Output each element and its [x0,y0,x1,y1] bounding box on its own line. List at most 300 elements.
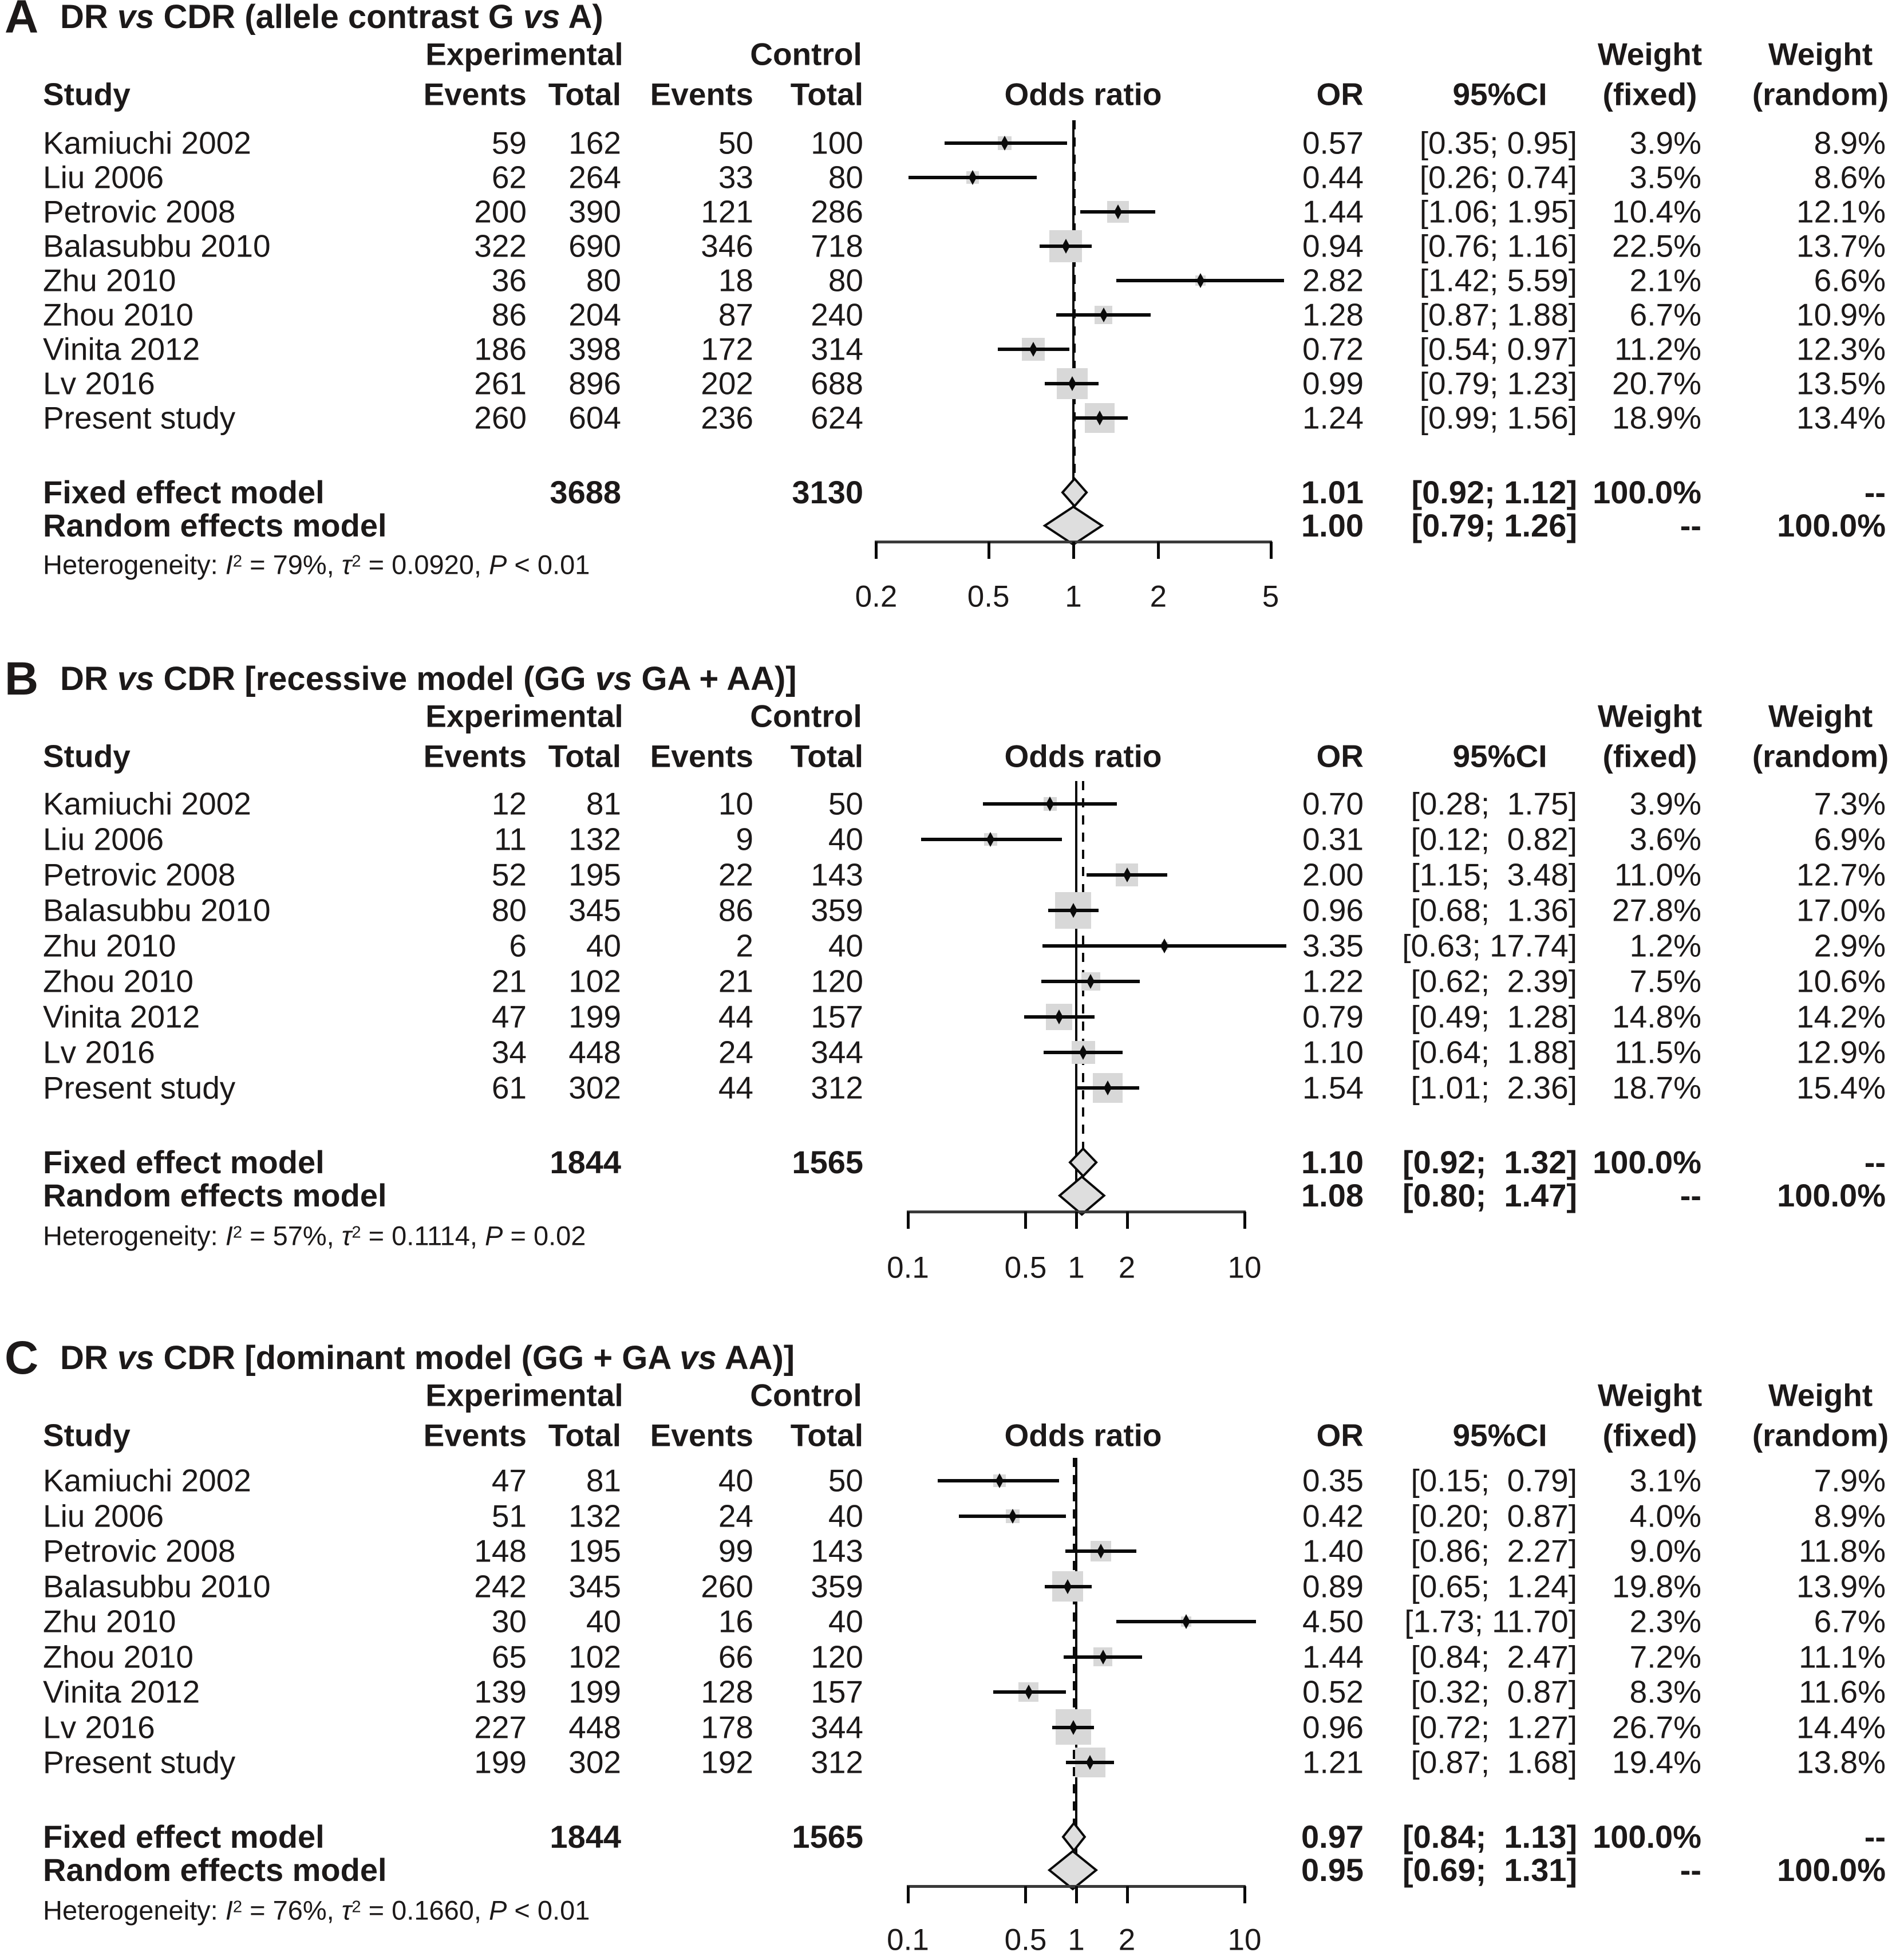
ci-value: [1.15; 3.48] [1411,857,1577,893]
study-name: Zhou 2010 [43,297,193,333]
ctrl-events-value: 22 [718,857,753,893]
study-name: Lv 2016 [43,1709,155,1745]
or-point-marker [1060,1576,1075,1598]
weight-random-value: 6.9% [1814,821,1886,857]
heterogeneity-note [43,1222,586,1249]
exp-total-value: 604 [568,400,621,436]
weight-random-value: 12.1% [1796,194,1886,230]
heterogeneity-note-part: = 0.1114, [361,1220,485,1251]
fixed-model-weight-fixed: 100.0% [1593,1819,1701,1855]
weight-fixed-value: 14.8% [1612,999,1701,1035]
ctrl-total-value: 344 [811,1709,863,1745]
weight-random-value: 6.6% [1814,262,1886,298]
or-value: 0.57 [1302,125,1364,161]
study-name: Liu 2006 [43,1498,164,1533]
weight-fixed-value: 20.7% [1612,365,1701,401]
or-point-marker [1021,1681,1036,1703]
weight-random-value: 13.5% [1796,365,1886,401]
or-point-marker [1005,1505,1020,1527]
col-header-weight-fixed: (fixed) [1602,738,1697,774]
ctrl-total-value: 157 [811,1674,863,1710]
col-header-ci: 95%CI [1452,76,1547,112]
ctrl-total-value: 624 [811,400,863,436]
ctrl-events-value: 86 [718,892,753,928]
panel-title-part: DR [60,660,117,697]
or-point-marker [997,132,1012,154]
col-header-ci: 95%CI [1452,738,1547,774]
or-point-marker [1066,1717,1081,1738]
exp-total-value: 345 [568,892,621,928]
ctrl-events-value: 50 [718,125,753,161]
axis-tick-label: 0.5 [1004,1251,1047,1285]
ctrl-total-value: 50 [828,786,863,822]
random-model-ci: [0.79; 1.26] [1411,507,1577,543]
panel-title-part: vs [595,660,633,697]
panel-letter: A [5,0,39,43]
axis-tick-label: 0.5 [1004,1923,1047,1957]
ctrl-total-value: 80 [828,262,863,298]
exp-total-value: 302 [568,1744,621,1780]
weight-fixed-value: 10.4% [1612,194,1701,230]
panel-title-part: vs [680,1339,717,1377]
or-value: 1.22 [1302,963,1364,999]
col-header-weight-random-top: Weight [1768,698,1873,734]
ctrl-total-value: 286 [811,194,863,230]
weight-random-value: 10.6% [1796,963,1886,999]
heterogeneity-note-part: = 76%, [242,1895,342,1926]
or-value: 3.35 [1302,928,1364,964]
weight-random-value: 13.9% [1796,1568,1886,1604]
axis-tick [1243,1886,1246,1903]
random-model-label: Random effects model [43,507,387,543]
col-header-experimental: Experimental [425,36,623,72]
ci-value: [0.72; 1.27] [1411,1709,1577,1745]
heterogeneity-note-part: P [489,1895,507,1926]
ctrl-events-value: 16 [718,1603,753,1639]
weight-random-value: 17.0% [1796,892,1886,928]
axis-tick [1072,542,1075,559]
heterogeneity-note-part: Heterogeneity: [43,549,226,580]
exp-total-value: 690 [568,228,621,264]
study-name: Zhou 2010 [43,1639,193,1674]
random-model-weight-fixed: -- [1680,1852,1701,1888]
weight-random-value: 10.9% [1796,297,1886,333]
exp-total-value: 81 [586,786,621,822]
ctrl-total-value: 40 [828,1498,863,1533]
ci-value: [0.79; 1.23] [1419,365,1577,401]
exp-total-value: 195 [568,857,621,893]
exp-total-value: 199 [568,999,621,1035]
heterogeneity-note-part: 2 [351,552,361,571]
axis-tick [1157,542,1160,559]
exp-events-value: 199 [474,1744,527,1780]
col-header-ctrl-total: Total [790,738,863,774]
study-name: Vinita 2012 [43,999,200,1035]
weight-fixed-value: 8.3% [1629,1674,1701,1710]
heterogeneity-note [43,1897,590,1924]
or-point-marker [1058,235,1073,257]
exp-events-value: 36 [491,262,527,298]
weight-fixed-value: 11.2% [1614,331,1701,367]
ctrl-total-value: 240 [811,297,863,333]
ctrl-events-value: 202 [701,365,753,401]
ctrl-total-value: 40 [828,928,863,964]
study-name: Vinita 2012 [43,1674,200,1710]
ctrl-events-value: 66 [718,1639,753,1674]
axis-tick [907,1886,910,1903]
panel-title-part: AA)] [716,1339,795,1377]
or-point-marker [1111,201,1125,223]
or-value: 0.70 [1302,786,1364,822]
exp-total-value: 102 [568,1639,621,1674]
ctrl-total-value: 359 [811,892,863,928]
exp-events-value: 227 [474,1709,527,1745]
weight-fixed-value: 3.5% [1629,159,1701,195]
ctrl-total-value: 80 [828,159,863,195]
exp-events-value: 65 [491,1639,527,1674]
weight-fixed-value: 3.1% [1629,1462,1701,1498]
exp-total-value: 132 [568,1498,621,1533]
study-name: Petrovic 2008 [43,194,236,230]
study-name: Lv 2016 [43,1034,155,1070]
heterogeneity-note-part: I [225,1220,233,1251]
or-point-marker [1026,338,1041,360]
fixed-model-weight-random: -- [1864,474,1886,510]
weight-random-value: 12.9% [1796,1034,1886,1070]
ctrl-events-value: 44 [718,1070,753,1106]
or-value: 0.96 [1302,892,1364,928]
ci-value: [0.63; 17.74] [1402,928,1577,964]
or-value: 4.50 [1302,1603,1364,1639]
col-header-weight-random: (random) [1752,1417,1889,1453]
panel-title [60,662,797,696]
study-name: Kamiuchi 2002 [43,125,251,161]
or-value: 0.52 [1302,1674,1364,1710]
col-header-exp-total: Total [548,76,621,112]
exp-total-value: 398 [568,331,621,367]
axis-tick [1126,1212,1129,1229]
study-name: Kamiuchi 2002 [43,1462,251,1498]
col-header-ci: 95%CI [1452,1417,1547,1453]
weight-fixed-value: 27.8% [1612,892,1701,928]
panel-title [60,1339,795,1377]
study-name: Balasubbu 2010 [43,228,271,264]
fixed-model-ctrl-total: 1565 [792,1144,863,1180]
weight-fixed-value: 11.5% [1614,1034,1701,1070]
ctrl-events-value: 9 [736,821,753,857]
ci-value: [0.28; 1.75] [1411,786,1577,822]
exp-events-value: 86 [491,297,527,333]
exp-events-value: 186 [474,331,527,367]
axis-tick-label: 0.1 [887,1251,929,1285]
panel-title [60,1,603,34]
exp-total-value: 345 [568,1568,621,1604]
or-value: 2.00 [1302,857,1364,893]
ctrl-total-value: 718 [811,228,863,264]
or-value: 0.44 [1302,159,1364,195]
axis-tick-label: 2 [1118,1923,1136,1957]
exp-events-value: 148 [474,1533,527,1569]
ctrl-total-value: 359 [811,1568,863,1604]
ctrl-events-value: 18 [718,262,753,298]
heterogeneity-note-part: 2 [351,1223,361,1242]
exp-events-value: 47 [491,1462,527,1498]
col-header-exp-events: Events [423,738,527,774]
fixed-model-label: Fixed effect model [43,1819,325,1855]
weight-fixed-value: 7.2% [1629,1639,1701,1674]
exp-total-value: 896 [568,365,621,401]
axis-tick-label: 2 [1150,579,1167,614]
weight-fixed-value: 3.6% [1629,821,1701,857]
axis-tick [1075,1886,1078,1903]
col-header-weight-fixed: (fixed) [1602,76,1697,112]
heterogeneity-note-part: = 0.02 [503,1220,586,1251]
or-value: 1.21 [1302,1744,1364,1780]
ctrl-events-value: 178 [701,1709,753,1745]
study-name: Lv 2016 [43,365,155,401]
axis-tick-label: 10 [1227,1923,1262,1957]
exp-events-value: 200 [474,194,527,230]
exp-events-value: 47 [491,999,527,1035]
heterogeneity-note-part: τ [341,549,352,580]
heterogeneity-note-part: I [225,1895,233,1926]
or-point-marker [1179,1611,1194,1632]
or-point-marker [1083,971,1098,992]
panel-title-part: A) [560,0,603,36]
col-header-ctrl-total: Total [790,1417,863,1453]
exp-total-value: 195 [568,1533,621,1569]
ctrl-total-value: 143 [811,1533,863,1569]
exp-total-value: 81 [586,1462,621,1498]
weight-random-value: 12.7% [1796,857,1886,893]
exp-total-value: 390 [568,194,621,230]
random-model-weight-fixed: -- [1680,1177,1701,1213]
ci-value: [0.15; 0.79] [1411,1462,1577,1498]
fixed-model-weight-random: -- [1864,1144,1886,1180]
exp-total-value: 199 [568,1674,621,1710]
ci-value: [0.62; 2.39] [1411,963,1577,999]
or-value: 1.28 [1302,297,1364,333]
weight-fixed-value: 7.5% [1629,963,1701,999]
study-name: Petrovic 2008 [43,1533,236,1569]
heterogeneity-note [43,551,590,578]
weight-random-value: 13.7% [1796,228,1886,264]
heterogeneity-note-part: = 79%, [242,549,342,580]
heterogeneity-note-part: τ [341,1220,352,1251]
axis-tick [1243,1212,1246,1229]
heterogeneity-note-part: Heterogeneity: [43,1220,226,1251]
or-point-marker [1083,1752,1097,1773]
exp-events-value: 80 [491,892,527,928]
study-name: Balasubbu 2010 [43,1568,271,1604]
study-name: Petrovic 2008 [43,857,236,893]
weight-fixed-value: 2.1% [1629,262,1701,298]
heterogeneity-note-part: < 0.01 [507,549,590,580]
exp-events-value: 6 [509,928,527,964]
ci-value: [0.64; 1.88] [1411,1034,1577,1070]
study-name: Liu 2006 [43,821,164,857]
random-model-or: 1.08 [1301,1177,1364,1213]
or-value: 1.40 [1302,1533,1364,1569]
ci-value: [1.01; 2.36] [1411,1070,1577,1106]
col-header-study: Study [43,1417,131,1453]
exp-events-value: 260 [474,400,527,436]
exp-events-value: 52 [491,857,527,893]
random-model-label: Random effects model [43,1852,387,1888]
col-header-weight-fixed-top: Weight [1597,36,1703,72]
col-header-odds-ratio: Odds ratio [1004,738,1162,774]
weight-random-value: 8.6% [1814,159,1886,195]
axis-tick-label: 5 [1262,579,1279,614]
ci-value: [0.32; 0.87] [1411,1674,1577,1710]
fixed-model-or: 1.01 [1301,474,1364,510]
col-header-ctrl-total: Total [790,76,863,112]
weight-fixed-value: 11.0% [1614,857,1701,893]
or-point-marker [965,167,980,188]
heterogeneity-note-part: 2 [232,552,243,571]
exp-total-value: 102 [568,963,621,999]
random-model-ci: [0.69; 1.31] [1402,1852,1577,1888]
weight-fixed-value: 2.3% [1629,1603,1701,1639]
or-point-marker [1120,864,1135,886]
panel-title-part: CDR [dominant model (GG + GA [154,1339,680,1377]
col-header-weight-fixed-top: Weight [1597,1377,1703,1413]
col-header-control: Control [750,36,862,72]
or-point-marker [1193,270,1208,291]
or-point-marker [1066,900,1081,921]
weight-random-value: 6.7% [1814,1603,1886,1639]
axis-tick [1270,542,1273,559]
axis-tick-label: 1 [1065,579,1082,614]
exp-events-value: 139 [474,1674,527,1710]
or-value: 1.44 [1302,1639,1364,1674]
col-header-odds-ratio: Odds ratio [1004,1417,1162,1453]
ctrl-events-value: 121 [701,194,753,230]
ctrl-events-value: 40 [718,1462,753,1498]
fixed-model-weight-fixed: 100.0% [1593,474,1701,510]
axis-tick [1075,1212,1078,1229]
or-value: 1.44 [1302,194,1364,230]
exp-events-value: 21 [491,963,527,999]
or-point-marker [1092,407,1107,429]
col-header-experimental: Experimental [425,1377,623,1413]
weight-random-value: 11.1% [1799,1639,1886,1674]
weight-fixed-value: 4.0% [1629,1498,1701,1533]
fixed-model-ctrl-total: 3130 [792,474,863,510]
ctrl-total-value: 312 [811,1744,863,1780]
exp-total-value: 132 [568,821,621,857]
random-model-weight-fixed: -- [1680,507,1701,543]
random-model-or: 0.95 [1301,1852,1364,1888]
ctrl-events-value: 346 [701,228,753,264]
ctrl-events-value: 192 [701,1744,753,1780]
random-model-label: Random effects model [43,1177,387,1213]
panel-title-part: DR [60,1339,117,1377]
weight-fixed-value: 18.7% [1612,1070,1701,1106]
ci-value: [0.84; 2.47] [1411,1639,1577,1674]
weight-random-value: 13.8% [1796,1744,1886,1780]
weight-fixed-value: 3.9% [1629,125,1701,161]
or-point-marker [1042,793,1057,815]
random-model-or: 1.00 [1301,507,1364,543]
weight-fixed-value: 6.7% [1629,297,1701,333]
or-point-marker [1096,304,1111,326]
axis-tick [875,542,878,559]
weight-fixed-value: 26.7% [1612,1709,1701,1745]
fixed-model-weight-fixed: 100.0% [1593,1144,1701,1180]
ci-value: [0.54; 0.97] [1419,331,1577,367]
study-name: Present study [43,1070,236,1106]
or-value: 0.31 [1302,821,1364,857]
ctrl-total-value: 143 [811,857,863,893]
random-model-weight-random: 100.0% [1777,507,1886,543]
ctrl-events-value: 99 [718,1533,753,1569]
col-header-or: OR [1316,76,1364,112]
ctrl-events-value: 2 [736,928,753,964]
panel-title-part: GA + AA)] [632,660,797,697]
exp-events-value: 261 [474,365,527,401]
heterogeneity-note-part: 2 [351,1898,361,1916]
ci-value: [0.20; 0.87] [1411,1498,1577,1533]
col-header-exp-events: Events [423,76,527,112]
study-name: Zhu 2010 [43,1603,176,1639]
ci-value: [0.86; 2.27] [1411,1533,1577,1569]
col-header-ctrl-events: Events [650,76,753,112]
ci-value: [0.12; 0.82] [1411,821,1577,857]
ci-value: [0.26; 0.74] [1419,159,1577,195]
ctrl-events-value: 128 [701,1674,753,1710]
panel-title-part: DR [60,0,117,36]
fixed-model-ci: [0.84; 1.13] [1402,1819,1577,1855]
col-header-study: Study [43,76,131,112]
or-value: 1.10 [1302,1034,1364,1070]
exp-total-value: 448 [568,1034,621,1070]
or-point-marker [1096,1646,1111,1668]
study-name: Present study [43,1744,236,1780]
col-header-ctrl-events: Events [650,1417,753,1453]
exp-events-value: 62 [491,159,527,195]
ctrl-total-value: 100 [811,125,863,161]
or-point-marker [1076,1042,1091,1063]
ci-value: [1.06; 1.95] [1419,194,1577,230]
weight-fixed-value: 19.8% [1612,1568,1701,1604]
axis-tick-label: 0.5 [967,579,1010,614]
heterogeneity-note-part: 2 [232,1223,243,1242]
ctrl-events-value: 87 [718,297,753,333]
heterogeneity-note-part: 2 [232,1898,243,1916]
ctrl-events-value: 236 [701,400,753,436]
ci-value: [0.35; 0.95] [1419,125,1577,161]
ctrl-total-value: 120 [811,963,863,999]
fixed-model-weight-random: -- [1864,1819,1886,1855]
col-header-ctrl-events: Events [650,738,753,774]
col-header-odds-ratio: Odds ratio [1004,76,1162,112]
col-header-control: Control [750,698,862,734]
ctrl-total-value: 688 [811,365,863,401]
exp-events-value: 51 [491,1498,527,1533]
or-value: 0.89 [1302,1568,1364,1604]
panel-title-part: vs [117,660,155,697]
panel-title-part: CDR (allele contrast G [154,0,524,36]
study-name: Zhou 2010 [43,963,193,999]
exp-total-value: 448 [568,1709,621,1745]
axis-tick [988,542,990,559]
panel-letter: B [5,653,39,705]
fixed-model-exp-total: 3688 [550,474,621,510]
or-value: 0.72 [1302,331,1364,367]
fixed-model-ci: [0.92; 1.32] [1402,1144,1577,1180]
fixed-model-or: 1.10 [1301,1144,1364,1180]
